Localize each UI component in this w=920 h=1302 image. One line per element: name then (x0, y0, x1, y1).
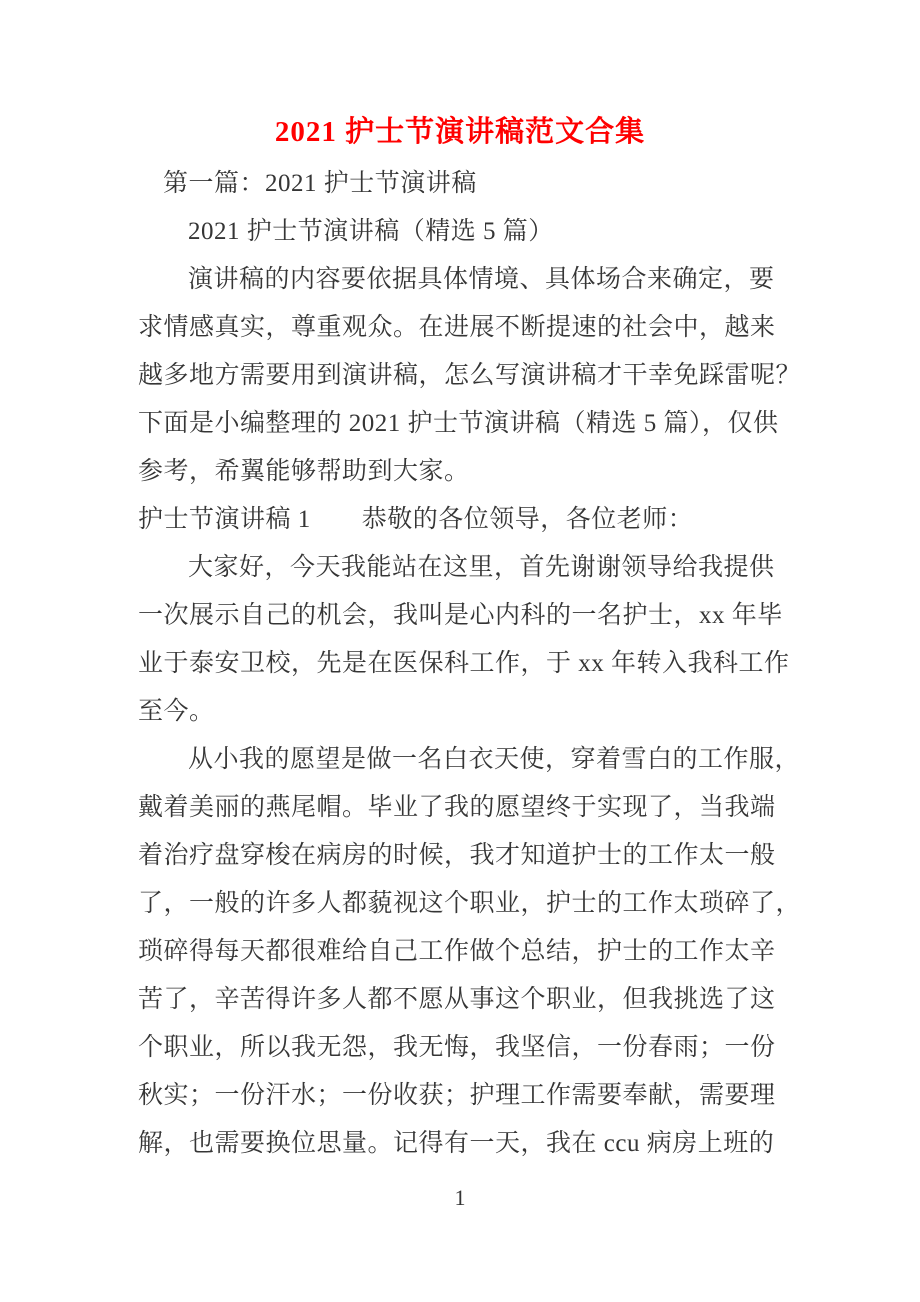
text-line: 越多地方需要用到演讲稿，怎么写演讲稿才干幸免踩雷呢？ (138, 362, 802, 389)
text-line: 秋实；一份汗水；一份收获；护理工作需要奉献，需要理 (138, 1082, 776, 1109)
text-line: 一次展示自己的机会，我叫是心内科的一名护士，xx 年毕 (138, 602, 783, 629)
text-line: 个职业，所以我无怨，我无悔，我坚信，一份春雨；一份 (138, 1034, 776, 1061)
text-line: 下面是小编整理的 2021 护士节演讲稿（精选 5 篇），仅供 (138, 410, 779, 437)
text-line: 解，也需要换位思量。记得有一天，我在 ccu 病房上班的 (138, 1130, 775, 1157)
text-line: 从小我的愿望是做一名白衣天使，穿着雪白的工作服， (188, 746, 801, 773)
text-line: 大家好，今天我能站在这里，首先谢谢领导给我提供 (188, 554, 775, 581)
text-line: 演讲稿的内容要依据具体情境、具体场合来确定，要 (188, 266, 775, 293)
text-line: 护士节演讲稿 1 恭敬的各位领导，各位老师： (138, 506, 694, 533)
text-line: 至今。 (138, 698, 215, 725)
text-line: 参考，希翼能够帮助到大家。 (138, 458, 470, 485)
text-line: 第一篇：2021 护士节演讲稿 (163, 170, 477, 197)
text-line: 2021 护士节演讲稿（精选 5 篇） (188, 218, 554, 245)
text-line: 琐碎得每天都很难给自己工作做个总结，护士的工作太辛 (138, 938, 776, 965)
text-line: 业于泰安卫校，先是在医保科工作，于 xx 年转入我科工作 (138, 650, 790, 677)
text-line: 了，一般的许多人都藐视这个职业，护士的工作太琐碎了， (138, 890, 802, 917)
page-number: 1 (454, 1185, 466, 1210)
document-title: 2021 护士节演讲稿范文合集 (274, 116, 646, 148)
text-line: 求情感真实，尊重观众。在进展不断提速的社会中，越来 (138, 314, 776, 341)
text-line: 着治疗盘穿梭在病房的时候，我才知道护士的工作太一般 (138, 842, 776, 869)
document-body (138, 160, 802, 1168)
text-line: 戴着美丽的燕尾帽。毕业了我的愿望终于实现了，当我端 (138, 794, 776, 821)
text-line: 苦了，辛苦得许多人都不愿从事这个职业，但我挑选了这 (138, 986, 776, 1013)
